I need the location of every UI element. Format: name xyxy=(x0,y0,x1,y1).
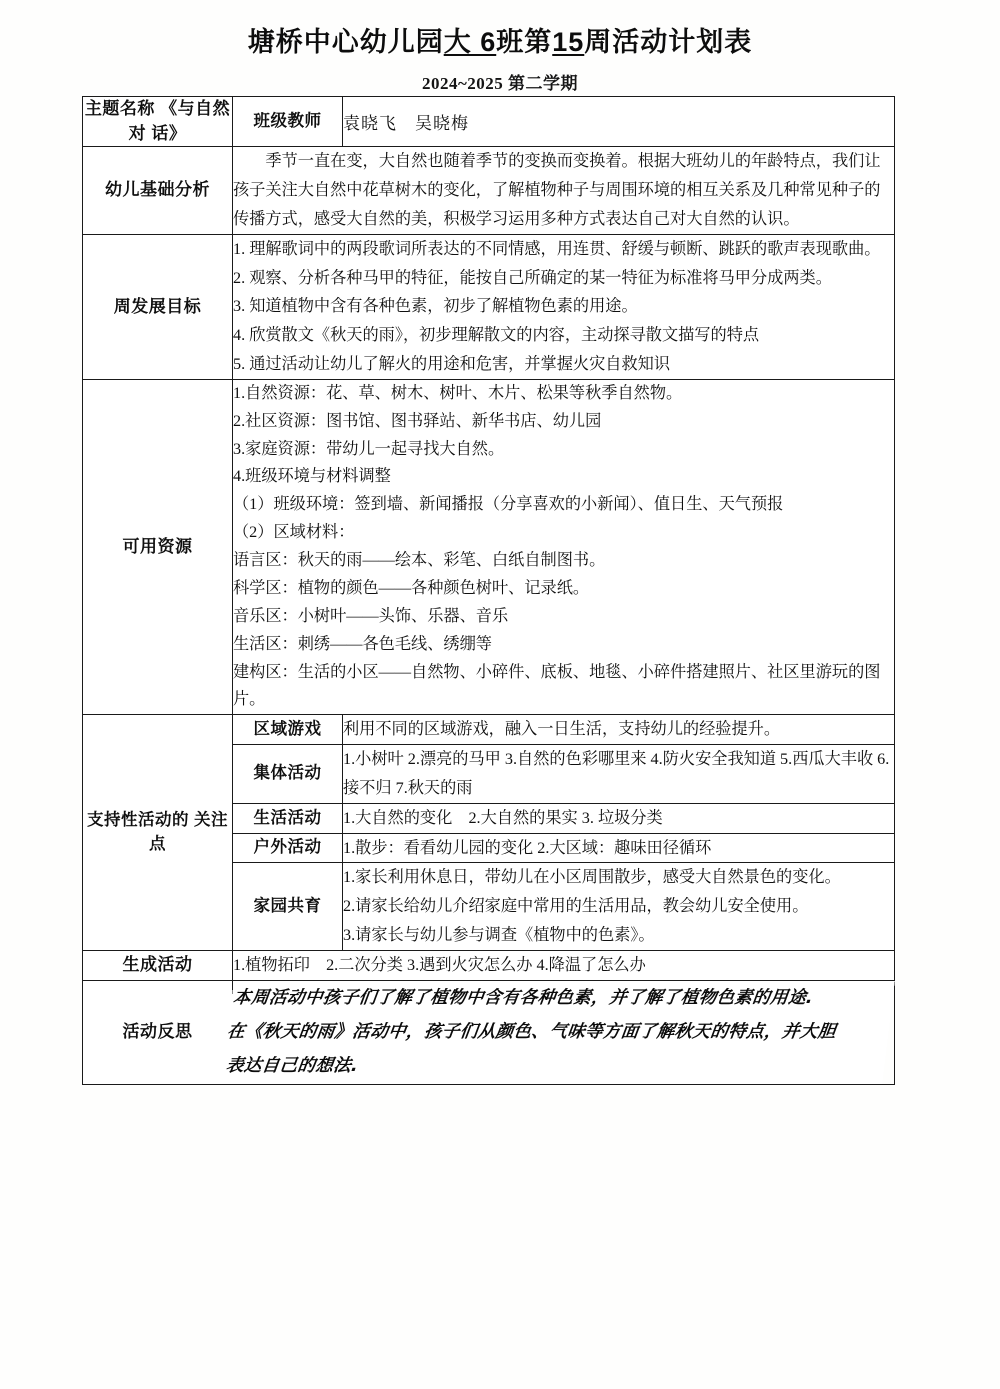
text-line: 3.请家长与幼儿参与调查《植物中的色素》。 xyxy=(343,926,655,945)
text-line: 建构区：生活的小区——自然物、小碎件、底板、地毯、小碎件搭建照片、社区里游玩的图片。 xyxy=(233,662,881,709)
page-subtitle: 2024~2025 第二学期 xyxy=(421,74,579,94)
text-line: 2.社区资源：图书馆、图书驿站、新华书店、幼儿园 xyxy=(233,411,602,430)
text-line: 1.小树叶 2.漂亮的马甲 3.自然的色彩哪里来 4.防火安全我知道 5.西瓜大丰收 6.接不归 7.秋天的雨 xyxy=(343,750,890,797)
text-line: 利用不同的区域游戏，融入一日生活，支持幼儿的经验提升。 xyxy=(343,720,781,739)
text-line: 3.家庭资源：带幼儿一起寻找大自然。 xyxy=(233,439,505,458)
text-line: 4.班级环境与材料调整 xyxy=(233,467,391,486)
support-body-0 xyxy=(343,715,895,745)
support-sub-4: 家园共育 xyxy=(233,863,343,950)
title-prefix: 塘桥中心幼儿园 xyxy=(247,27,444,57)
support-sub-3: 户外活动 xyxy=(233,833,343,863)
table-row-resources xyxy=(83,379,895,714)
support-body-1 xyxy=(343,745,895,804)
table-row-basis xyxy=(83,147,895,234)
reflection-label-cell: 活动反思 xyxy=(83,980,233,1084)
title-class-blank: 大 6 xyxy=(443,27,497,57)
text-line: 生活区：刺绣——各色毛线、绣绷等 xyxy=(233,634,492,653)
text-line: 2. 观察、分析各种马甲的特征，能按自己所确定的某一特征为标准将马甲分成两类。 xyxy=(233,268,832,287)
text-line: 1.自然资源：花、草、树木、树叶、木片、松果等秋季自然物。 xyxy=(233,383,683,402)
title-suffix: 周活动计划表 xyxy=(584,27,753,57)
plan-table xyxy=(82,96,895,1085)
support-sub-1: 集体活动 xyxy=(233,745,343,804)
table-row-reflection xyxy=(83,980,895,1084)
theme-label-line2: 《与自然对 xyxy=(128,99,231,143)
title-mid: 班第 xyxy=(496,27,553,57)
goals-label-cell: 周发展目标 xyxy=(83,234,233,379)
support-body-2 xyxy=(343,803,895,833)
support-body-3 xyxy=(343,833,895,863)
text-line: 1.家长利用休息日，带幼儿在小区周围散步，感受大自然景色的变化。 xyxy=(343,868,841,887)
resources-label-cell: 可用资源 xyxy=(83,379,233,714)
generated-text-cell: 1.植物拓印 2.二次分类 3.遇到火灾怎么办 4.降温了怎么办 xyxy=(233,950,895,980)
theme-label-line3: 话》 xyxy=(151,123,187,143)
text-line: 1. 理解歌词中的两段歌词所表达的不同情感，用连贯、舒缓与顿断、跳跃的歌声表现歌曲。 xyxy=(233,239,881,258)
text-line: 1.大自然的变化 2.大自然的果实 3. 垃圾分类 xyxy=(343,808,663,827)
teacher-value-cell: 袁晓飞 吴晓梅 xyxy=(343,97,895,147)
plan-table-wrap xyxy=(82,96,894,1085)
text-line: 科学区：植物的颜色——各种颜色树叶、记录纸。 xyxy=(233,578,590,597)
text-line: 在《秋天的雨》活动中，孩子们从颜色、气味等方面了解秋天的特点，并大胆 xyxy=(225,1022,837,1043)
text-line: 语言区：秋天的雨——绘本、彩笔、白纸自制图书。 xyxy=(233,551,606,570)
table-row-theme xyxy=(83,97,895,147)
text-line: 4. 欣赏散文《秋天的雨》，初步理解散文的内容，主动探寻散文描写的特点 xyxy=(233,326,760,345)
text-line: 1.散步：看看幼儿园的变化 2.大区域：趣味田径循环 xyxy=(343,838,712,857)
basis-text-cell: 季节一直在变，大自然也随着季节的变换而变换着。根据大班幼儿的年龄特点，我们让孩子关注大自然中花草树木的变化，了解植物种子与周围环境的相互关系及几种常见种子的传播方式，感受大自然的美，积极学习运用多种方式表达自己对大自然的认识。 xyxy=(233,147,895,234)
title-week-blank: 15 xyxy=(552,27,585,57)
reflection-handwriting-cell xyxy=(220,980,895,1084)
text-line: 3. 知道植物中含有各种色素，初步了解植物色素的用途。 xyxy=(233,297,638,316)
text-line: 本周活动中孩子们了解了植物中含有各种色素，并了解了植物色素的用途. xyxy=(231,987,814,1008)
resources-text-cell xyxy=(233,379,895,714)
text-line: （1）班级环境：签到墙、新闻播报（分享喜欢的小新闻）、值日生、天气预报 xyxy=(233,495,784,514)
text-line: 表达自己的想法. xyxy=(224,1056,360,1077)
support-body-4 xyxy=(343,863,895,950)
text-line: 5. 通过活动让幼儿了解火的用途和危害，并掌握火灾自救知识 xyxy=(233,355,671,374)
theme-label-cell xyxy=(83,97,233,147)
goals-text-cell xyxy=(233,234,895,379)
page-title xyxy=(0,0,1000,58)
support-label-cell xyxy=(83,715,233,951)
support-sub-2: 生活活动 xyxy=(233,803,343,833)
table-row-goals xyxy=(83,234,895,379)
table-row-generated xyxy=(83,950,895,980)
support-label-line1: 支持性活动的 xyxy=(86,810,189,829)
table-row-support-0 xyxy=(83,715,895,745)
text-line: 音乐区：小树叶——头饰、乐器、音乐 xyxy=(233,606,509,625)
theme-label-line1: 主题名称 xyxy=(84,99,155,118)
basis-label-cell: 幼儿基础分析 xyxy=(83,147,233,234)
text-line: 2.请家长给幼儿介绍家庭中常用的生活用品，教会幼儿安全使用。 xyxy=(343,897,809,916)
teacher-label-cell: 班级教师 xyxy=(233,97,343,147)
support-sub-0: 区域游戏 xyxy=(233,715,343,745)
support-label-line2: 关注点 xyxy=(149,810,229,853)
generated-label-cell: 生成活动 xyxy=(83,950,233,980)
text-line: （2）区域材料： xyxy=(233,523,355,542)
